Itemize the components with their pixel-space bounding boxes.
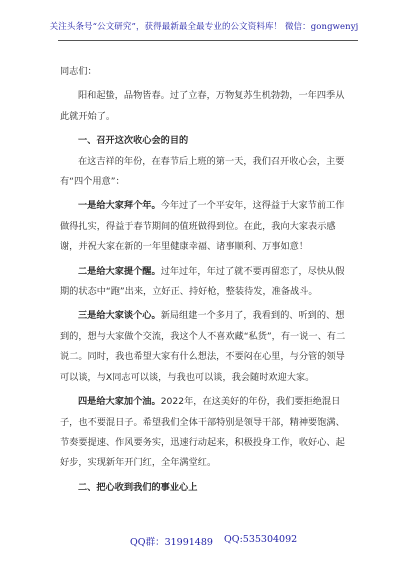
paragraph-2 — [60, 262, 350, 303]
intro-paragraph: 阳和起蛰，品物皆春。过了立春，万物复苏生机勃勃，一年四季从此就开始了。 — [60, 90, 345, 122]
section-1-heading: 一、召开这次收心会的目的 — [78, 135, 189, 147]
paragraph-1-text: 今年过了一个平安年，这得益于大家节前工作做得扎实，得益于春节期间的值班做得到位。在此，我向大家表示感谢，并祝大家在新的一年里健康幸福、诸事顺利、万事如意！ — [60, 200, 345, 253]
paragraph-2-text: 过年过年，年过了就不要再留恋了，尽快从假期的状态中“跑”出来，立好正、持好枪，整装待发，准备战斗。 — [60, 265, 345, 298]
paragraph-3-lead: 三是给大家谈个心。 — [78, 310, 161, 322]
paragraph-4-lead: 四是给大家加个油。 — [78, 396, 161, 408]
paragraph-3 — [60, 306, 350, 388]
paragraph-1-lead: 一是给大家拜个年。 — [78, 200, 161, 212]
header-note: 关注头条号“公文研究”，获得最新最全最专业的公文资料库！ 微信：gongwenyj — [49, 22, 359, 32]
paragraph-2-lead: 二是给大家提个醒。 — [78, 265, 161, 277]
footer-qq-group: QQ群：31991489 — [130, 537, 213, 548]
paragraph-3-text: 新局组建一个多月了，我看到的、听到的、想到的，想与大家做个交流，我这个人不喜欢藏“私货”，有一说一、有二说二。同时，我也希望大家有什么想法，不要闷在心里，与分管的领导可以谈，与X同志可以谈，与我也可以谈，我会随时欢迎大家。 — [60, 310, 346, 383]
footer-qq: QQ:535304092 — [224, 534, 298, 545]
document-body — [60, 62, 350, 498]
paragraph-1 — [60, 196, 350, 257]
section-1-intro: 在这吉祥的年份，在春节后上班的第一天，我们召开收心会，主要有“四个用意”： — [60, 155, 345, 188]
section-2-heading: 二、把心收到我们的事业心上 — [78, 481, 198, 493]
salutation: 同志们： — [60, 66, 97, 77]
paragraph-4-text: 2022年，在这美好的年份，我们要拒绝混日子，也不要混日子。希望我们全体干部特别是领导干部，精神要饱满、节奏要提速、作风要务实，迅速行动起来，积极投身工作，收好心、起好步，实现新年开门红，全年满堂红。 — [60, 396, 345, 469]
paragraph-4 — [60, 392, 350, 474]
header-divider — [58, 40, 358, 41]
